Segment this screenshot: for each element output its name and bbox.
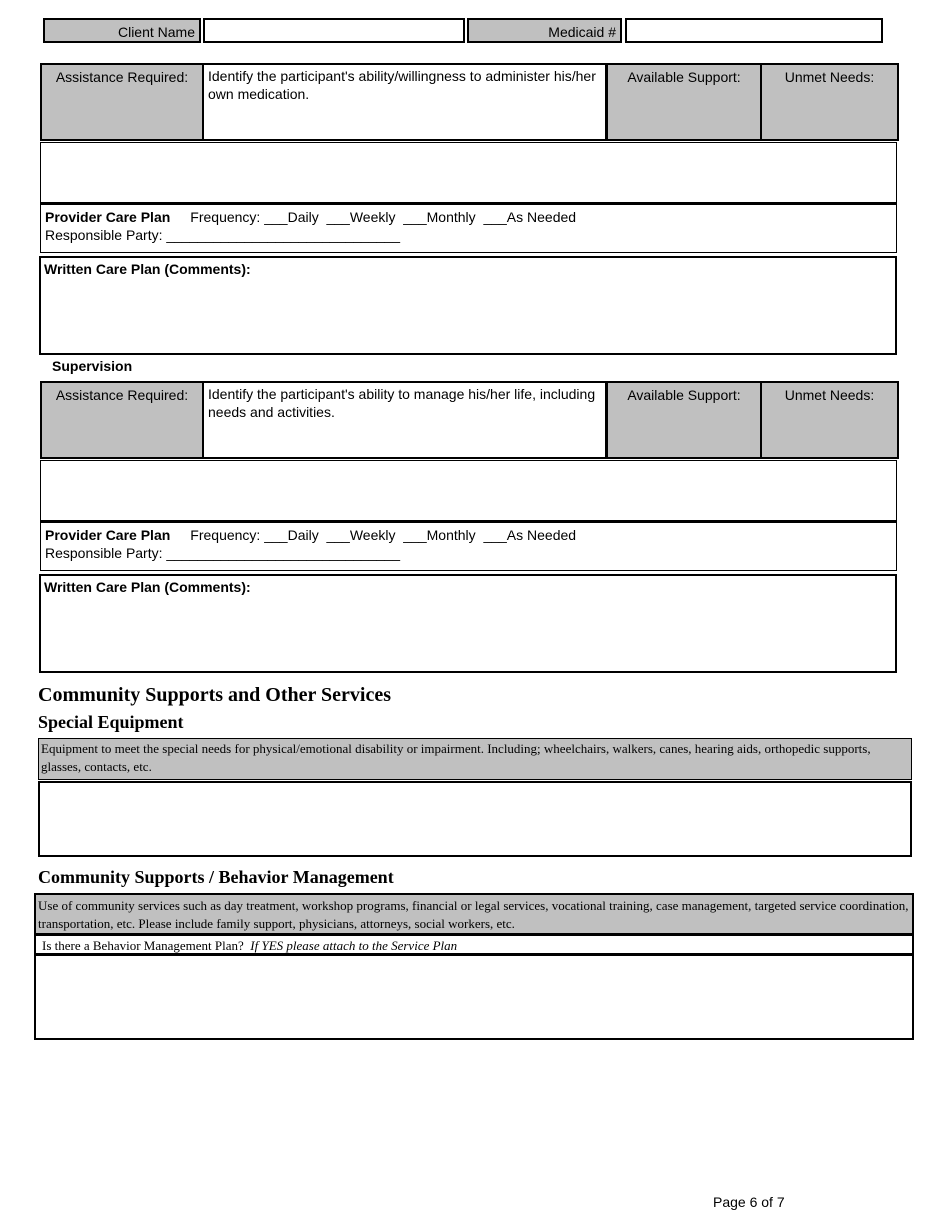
available-support-text: Available Support:: [627, 387, 741, 403]
special-equipment-description-text: Equipment to meet the special needs for physical/emotional disability or impairment. Including; wheelchairs, walkers, canes, hearing aids, orthopedic supports, glasses, contacts, etc.: [41, 741, 871, 774]
assistance-description: [202, 63, 607, 141]
frequency-monthly[interactable]: ___Monthly: [403, 209, 476, 225]
unmet-needs-label[interactable]: [760, 63, 899, 141]
provider-care-plan-box[interactable]: [40, 204, 897, 253]
available-support-label[interactable]: [606, 63, 762, 141]
special-equipment-entry-box[interactable]: [38, 781, 912, 857]
special-equipment-description: [38, 738, 912, 780]
page-number: Page 6 of 7: [713, 1194, 785, 1210]
available-support-text: Available Support:: [627, 69, 741, 85]
behavior-management-heading: Community Supports / Behavior Management: [38, 867, 394, 887]
unmet-needs-text: Unmet Needs:: [784, 69, 875, 85]
assistance-required-label: [40, 63, 204, 141]
frequency-label: Frequency:: [190, 209, 261, 225]
assistance-required-text: Assistance Required:: [55, 387, 189, 403]
frequency-label: Frequency:: [190, 527, 261, 543]
unmet-needs-label[interactable]: [760, 381, 899, 459]
special-equipment-heading: Special Equipment: [38, 712, 184, 732]
written-care-plan-box[interactable]: [39, 574, 897, 673]
written-care-plan-box[interactable]: [39, 256, 897, 355]
behavior-plan-question: [34, 934, 914, 955]
frequency-row: [45, 208, 892, 226]
assistance-description-text: Identify the participant's ability to manage his/her life, including needs and activities.: [208, 386, 596, 420]
frequency-daily[interactable]: ___Daily: [264, 209, 319, 225]
assistance-required-text: Assistance Required:: [55, 69, 189, 85]
written-care-plan-label: Written Care Plan (Comments):: [44, 579, 251, 595]
assistance-description: [202, 381, 607, 459]
frequency-as-needed[interactable]: ___As Needed: [483, 209, 577, 225]
provider-care-plan-box[interactable]: [40, 522, 897, 571]
behavior-entry-box[interactable]: [34, 954, 914, 1040]
responsible-party[interactable]: Responsible Party: ______________________________: [45, 545, 400, 561]
frequency-row: [45, 526, 892, 544]
available-support-label[interactable]: [606, 381, 762, 459]
frequency-as-needed[interactable]: ___As Needed: [483, 527, 577, 543]
frequency-weekly[interactable]: ___Weekly: [326, 527, 396, 543]
client-name-label-text: Client Name: [117, 24, 195, 40]
provider-care-plan-label: Provider Care Plan: [45, 209, 171, 225]
medicaid-field[interactable]: [625, 18, 883, 43]
medicaid-label-text: Medicaid #: [548, 24, 616, 40]
responsible-party[interactable]: Responsible Party: ______________________________: [45, 227, 400, 243]
community-heading: Community Supports and Other Services: [38, 684, 391, 706]
assistance-entry-box[interactable]: [40, 142, 897, 204]
assistance-description-text: Identify the participant's ability/willingness to administer his/her own medication.: [208, 68, 596, 102]
provider-care-plan-label: Provider Care Plan: [45, 527, 171, 543]
unmet-needs-text: Unmet Needs:: [784, 387, 875, 403]
behavior-plan-note: If YES please attach to the Service Plan: [250, 938, 458, 953]
assistance-required-label: [40, 381, 204, 459]
frequency-weekly[interactable]: ___Weekly: [326, 209, 396, 225]
medicaid-label: [467, 18, 622, 43]
client-name-field[interactable]: [203, 18, 465, 43]
behavior-description: [34, 893, 914, 935]
frequency-monthly[interactable]: ___Monthly: [403, 527, 476, 543]
section-title-supervision: Supervision: [52, 358, 133, 374]
frequency-daily[interactable]: ___Daily: [264, 527, 319, 543]
behavior-description-text: Use of community services such as day treatment, workshop programs, financial or legal services, vocational training, case management, targeted service coordination, transportation, etc. Please include family support, physicians, attorneys, social workers, etc.: [38, 898, 909, 931]
written-care-plan-label: Written Care Plan (Comments):: [44, 261, 251, 277]
assistance-entry-box[interactable]: [40, 460, 897, 522]
behavior-plan-question-text: Is there a Behavior Management Plan?: [42, 938, 244, 953]
client-name-label: [43, 18, 201, 43]
